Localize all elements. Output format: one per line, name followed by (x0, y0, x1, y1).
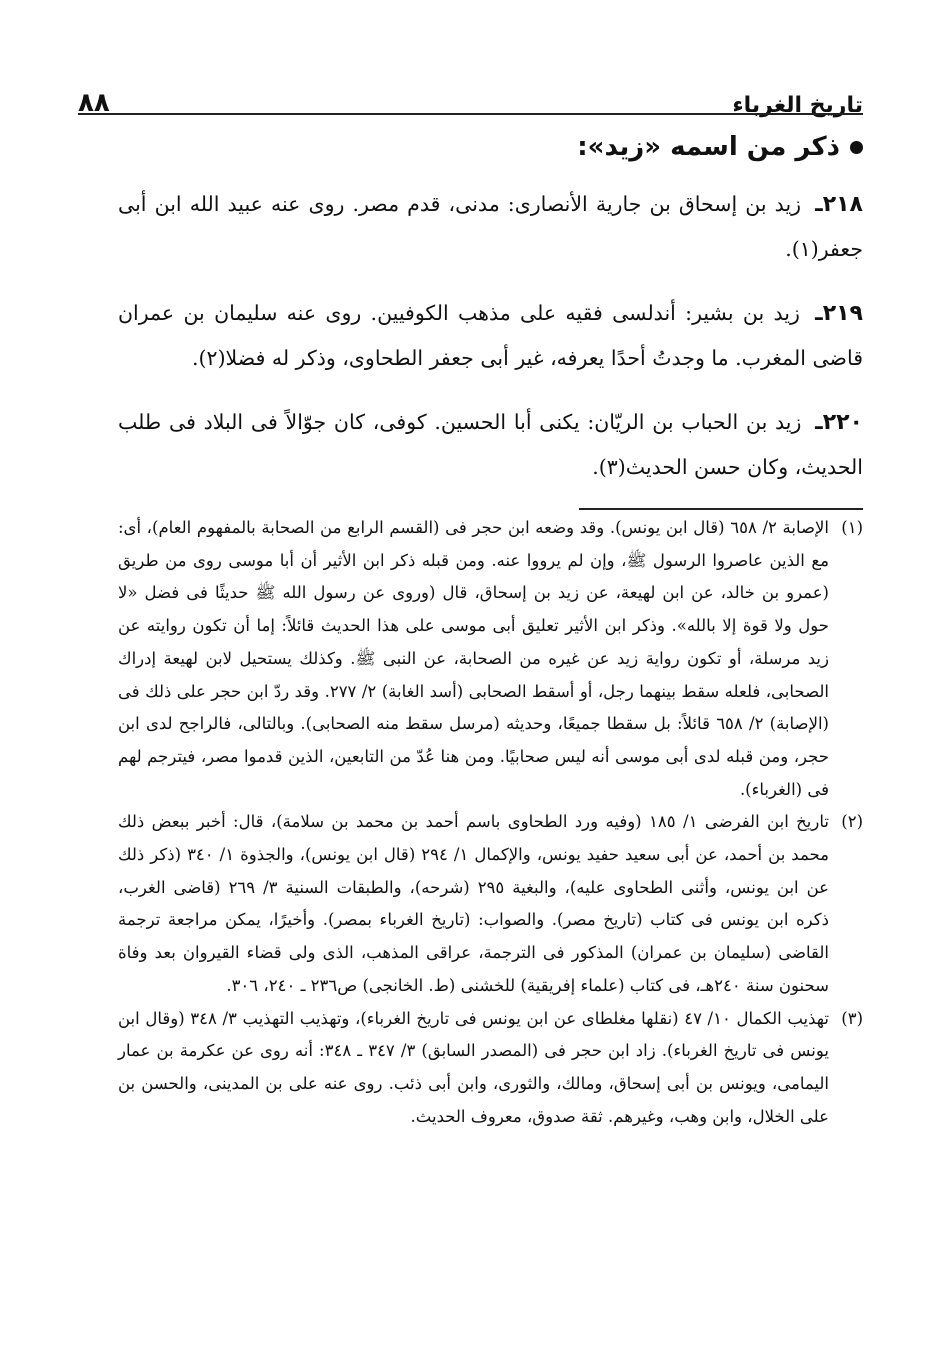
page-header (78, 62, 863, 118)
section-heading-text: ذكر من اسمه «زيد»: (577, 132, 840, 162)
entry-text: زيد بن بشير: أندلسى فقيه على مذهب الكوفيين. روى عنه سليمان بن عمران قاضى المغرب. ما وجدتُ أحدًا يعرفه، غير أبى جعفر الطحاوى، وذكر له فضلا(٢). (118, 301, 863, 370)
footnote-mark: (٣) (841, 1008, 863, 1028)
footnote-divider (579, 508, 863, 510)
biography-entry (118, 291, 863, 380)
footnote-text: تهذيب الكمال ١٠/ ٤٧ (نقلها مغلطاى عن ابن يونس فى تاريخ الغرباء)، وتهذيب التهذيب ٣/ ٣٤٨ (وقال ابن يونس فى تاريخ الغرباء). زاد ابن حجر فى (المصدر السابق) ٣/ ٣٤٧ ـ ٣٤٨: أنه روى عن عكرمة بن عمار اليمامى، ويونس بن أبى إسحاق، ومالك، والثورى، وابن أبى ذئب. روى عنه على بن المدينى، والحسن بن على الخلال، وابن وهب، وغيرهم. ثقة صدوق، معروف الحديث. (118, 1008, 829, 1126)
entry-number: ٢٢٠ـ (815, 410, 863, 435)
main-text (118, 126, 863, 509)
footnote-text: تاريخ ابن الفرضى ١/ ١٨٥ (وفيه ورد الطحاوى باسم أحمد بن محمد بن سلامة)، قال: أخبر ببعض ذلك محمد بن أحمد، عن أبى سعيد حفيد يونس، والإكمال ١/ ٢٩٤ (قال ابن يونس)، والجذوة ١/ ٣٤٠ (ذكر ذلك عن ابن يونس، وأثنى الطحاوى عليه)، والبغية ٢٩٥ (شرحه)، والطبقات السنية ٣/ ٢٦٩ (قاضى الغرب، ذكره ابن يونس فى كتاب (تاريخ مصر). والصواب: (تاريخ الغرباء بمصر). وأخيرًا، يمكن مراجعة ترجمة القاضى (سليمان بن عمران) المذكور فى الترجمة، عراقى المذهب، الذى ولى قضاء القيروان بعد وفاة سحنون سنة ٢٤٠هـ، فى كتاب (علماء إفريقية) للخشنى (ط. الخانجى) ص٢٣٦ ـ ٢٤٠، ٣٠٦. (118, 812, 829, 995)
page-number: ٨٨ (78, 88, 110, 118)
footnotes (118, 512, 863, 1133)
footnote (118, 806, 863, 1002)
footnote (118, 1003, 863, 1134)
header-divider (78, 113, 863, 115)
entry-number: ٢١٩ـ (815, 301, 863, 326)
running-title: تاريخ الغرباء (732, 93, 863, 118)
footnote-mark: (٢) (841, 812, 863, 832)
biography-entry (118, 400, 863, 489)
entry-text: زيد بن إسحاق بن جارية الأنصارى: مدنى، قدم مصر. روى عنه عبيد الله ابن أبى جعفر(١). (118, 192, 863, 261)
footnote-mark: (١) (841, 518, 863, 537)
entry-number: ٢١٨ـ (815, 192, 863, 217)
footnote-text: الإصابة ٢/ ٦٥٨ (قال ابن يونس). وقد وضعه ابن حجر فى (القسم الرابع من الصحابة بالمفهوم العام)، أى: مع الذين عاصروا الرسول ﷺ، وإن لم يرووا عنه. ومن قبله ذكر ابن الأثير أن أبا موسى روى من طريق (عمرو بن خالد، عن ابن لهيعة، عن زيد بن إسحاق، قال (وروى عن رسول الله ﷺ حديثًا فى فضل «لا حول ولا قوة إلا بالله». وذكر ابن الأثير تعليق أبى موسى على هذا الحديث قائلاً: إما أن تكون روايته عن زيد مرسلة، أو تكون رواية زيد عن غيره من الصحابة، عن النبى ﷺ. وكذلك يستحيل لابن لهيعة إدراك الصحابى، فلعله سقط بينهما رجل، أو أسقط الصحابى (أسد الغابة) ٢/ ٢٧٧. وقد ردّ ابن حجر على ذلك فى (الإصابة) ٢/ ٦٥٨ قائلاً: بل سقطا جميعًا، وحديثه (مرسل سقط منه الصحابى). وبالتالى، فالراجح لدى ابن حجر، ومن قبله لدى أبى موسى أنه ليس صحابيًا. ومن هنا عُدّ من التابعين، الذين قدموا مصر، فيترجم لهم فى (الغرباء). (118, 518, 830, 799)
section-heading (118, 126, 863, 168)
entry-text: زيد بن الحباب بن الريّان: يكنى أبا الحسين. كوفى، كان جوّالاً فى البلاد فى طلب الحديث، وكان حسن الحديث(٣). (118, 410, 863, 479)
biography-entry (118, 182, 863, 271)
footnote (118, 512, 863, 806)
bullet-icon (850, 141, 863, 154)
